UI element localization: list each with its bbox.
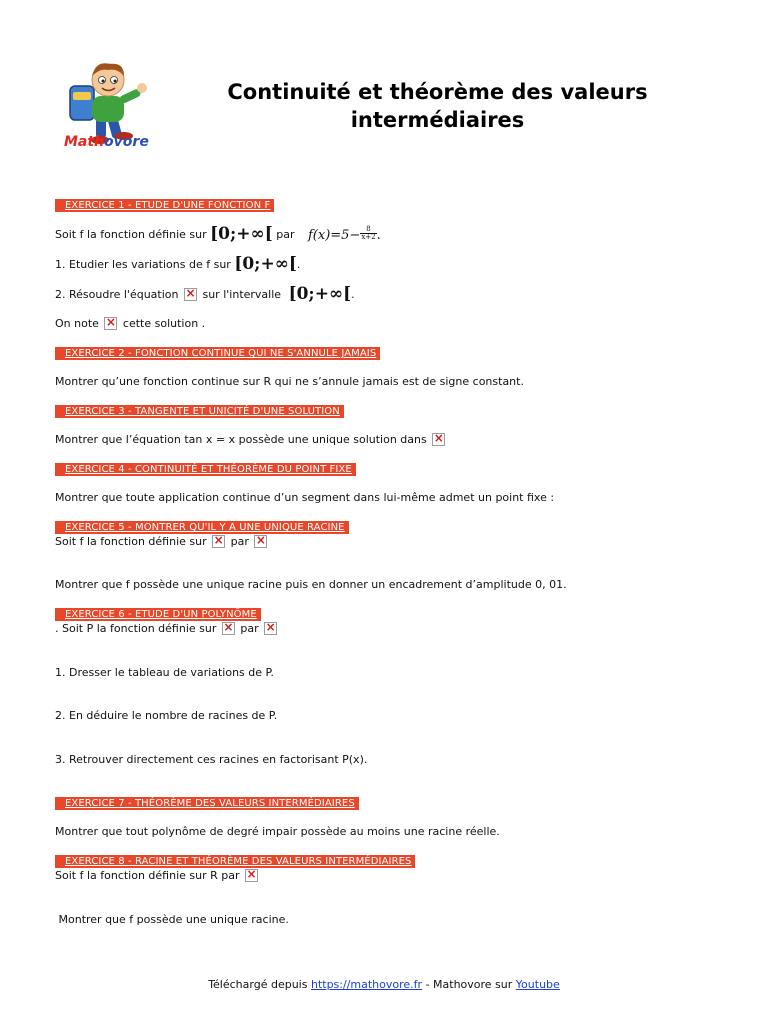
ex5-intro-par: par <box>230 535 249 548</box>
interval-formula <box>288 284 352 304</box>
ex1-intro-par: par <box>276 228 295 241</box>
mathovore-logo <box>60 56 162 158</box>
formula-fraction <box>360 226 376 241</box>
broken-image-icon <box>212 535 225 548</box>
exercise-6-header: EXERCICE 6 - ETUDE D'UN POLYNÔME <box>55 608 261 621</box>
exercise-8-text: Montrer que f possède une unique racine. <box>55 913 289 926</box>
ex1-q1-text: 1. Etudier les variations de f sur <box>55 258 231 271</box>
broken-image-icon <box>222 622 235 635</box>
exercise-8-header-row <box>55 853 415 868</box>
exercise-5-header-row <box>55 519 349 534</box>
exercise-1-question-1: 1. Etudier les variations de f sur [0;+∞[. <box>55 254 301 274</box>
interval-text: [0;+∞[ <box>210 224 273 244</box>
ex6-intro-par: par <box>240 622 259 635</box>
function-formula: f(x)=5− $\frac{8}{x+2}$ . <box>308 224 381 243</box>
exercise-1-header-row <box>55 197 274 212</box>
exercise-8-intro <box>55 868 260 883</box>
broken-image-icon <box>184 288 197 301</box>
exercise-6-question-1: 1. Dresser le tableau de variations de P. <box>55 666 274 679</box>
exercise-1-intro <box>55 224 381 244</box>
exercise-4-text: Montrer que toute application continue d’un segment dans lui-même admet un point fixe : <box>55 491 555 504</box>
exercise-7-header: EXERCICE 7 - THÉORÈME DES VALEURS INTERMÉDIAIRES <box>55 797 359 810</box>
exercise-3-header: EXERCICE 3 - TANGENTE ET UNICITÉ D'UNE SOLUTION <box>55 405 344 418</box>
ex1-q2-text: 2. Résoudre l'équation <box>55 288 179 301</box>
exercise-3-header-row <box>55 403 344 418</box>
ex5-intro-text: Soit f la fonction définie sur <box>55 535 207 548</box>
exercise-3-text <box>55 432 447 447</box>
exercise-4-header-row <box>55 461 356 476</box>
exercise-5-header: EXERCICE 5 - MONTRER QU'IL Y A UNE UNIQUE RACINE <box>55 521 349 534</box>
exercise-8-header: EXERCICE 8 - RACINE ET THÉORÈME DES VALEURS INTERMÉDIAIRES <box>55 855 415 868</box>
exercise-2-header-row <box>55 345 380 360</box>
broken-image-icon <box>254 535 267 548</box>
ex1-intro-text: Soit f la fonction définie sur <box>55 228 207 241</box>
interval-text: [0;+∞[ <box>288 284 352 304</box>
broken-image-icon <box>245 869 258 882</box>
ex1-q2-suffix: sur l'intervalle <box>202 288 282 301</box>
exercise-5-text: Montrer que f possède une unique racine puis en donner un encadrement d’amplitude 0, 01. <box>55 578 567 591</box>
ex1-note-suffix: cette solution . <box>122 317 206 330</box>
interval-text: [0;+∞[ <box>234 254 297 274</box>
exercise-6-question-3: 3. Retrouver directement ces racines en factorisant P(x). <box>55 753 368 766</box>
fraction-denominator: x+2 <box>361 232 376 241</box>
ex6-intro-text: . Soit P la fonction définie sur <box>55 622 217 635</box>
ex8-intro-text: Soit f la fonction définie sur R par <box>55 869 240 882</box>
youtube-link[interactable]: Youtube <box>515 978 560 991</box>
logo-wordmark: Mathovore <box>64 134 149 150</box>
ex3-text: Montrer que l’équation tan x = x possède une unique solution dans <box>55 433 427 446</box>
formula-lhs: f(x)=5− <box>308 227 361 243</box>
exercise-2-header: EXERCICE 2 - FONCTION CONTINUE QUI NE S'ANNULE JAMAIS <box>55 347 380 360</box>
broken-image-icon <box>104 317 117 330</box>
exercise-1-question-2: 2. Résoudre l'équation × sur l'intervalle [0;+∞[. <box>55 287 355 303</box>
exercise-7-header-row <box>55 795 359 810</box>
interval-formula <box>234 254 297 274</box>
footer-middle: - Mathovore sur <box>425 978 513 991</box>
exercise-5-intro <box>55 534 269 549</box>
exercise-4-header: EXERCICE 4 - CONTINUITÉ ET THÉORÈME DU POINT FIXE <box>55 463 356 476</box>
broken-image-icon <box>432 433 445 446</box>
fraction-numerator: 8 <box>360 226 376 234</box>
interval-formula <box>210 224 273 244</box>
broken-image-icon <box>264 622 277 635</box>
exercise-6-question-2: 2. En déduire le nombre de racines de P. <box>55 709 278 722</box>
mathovore-link[interactable]: https://mathovore.fr <box>310 978 423 991</box>
ex1-note-prefix: On note <box>55 317 99 330</box>
exercise-1-header: EXERCICE 1 - ETUDE D'UNE FONCTION F <box>55 199 274 212</box>
page-footer <box>0 978 768 991</box>
exercise-1-note <box>55 316 205 331</box>
exercise-7-text: Montrer que tout polynôme de degré impair possède au moins une racine réelle. <box>55 825 500 838</box>
exercise-2-text: Montrer qu’une fonction continue sur R qui ne s’annule jamais est de signe constant. <box>55 375 524 388</box>
footer-prefix: Téléchargé depuis <box>208 978 308 991</box>
exercise-6-intro <box>55 621 279 636</box>
page-title: Continuité et théorème des valeurs intermédiaires <box>227 80 648 132</box>
